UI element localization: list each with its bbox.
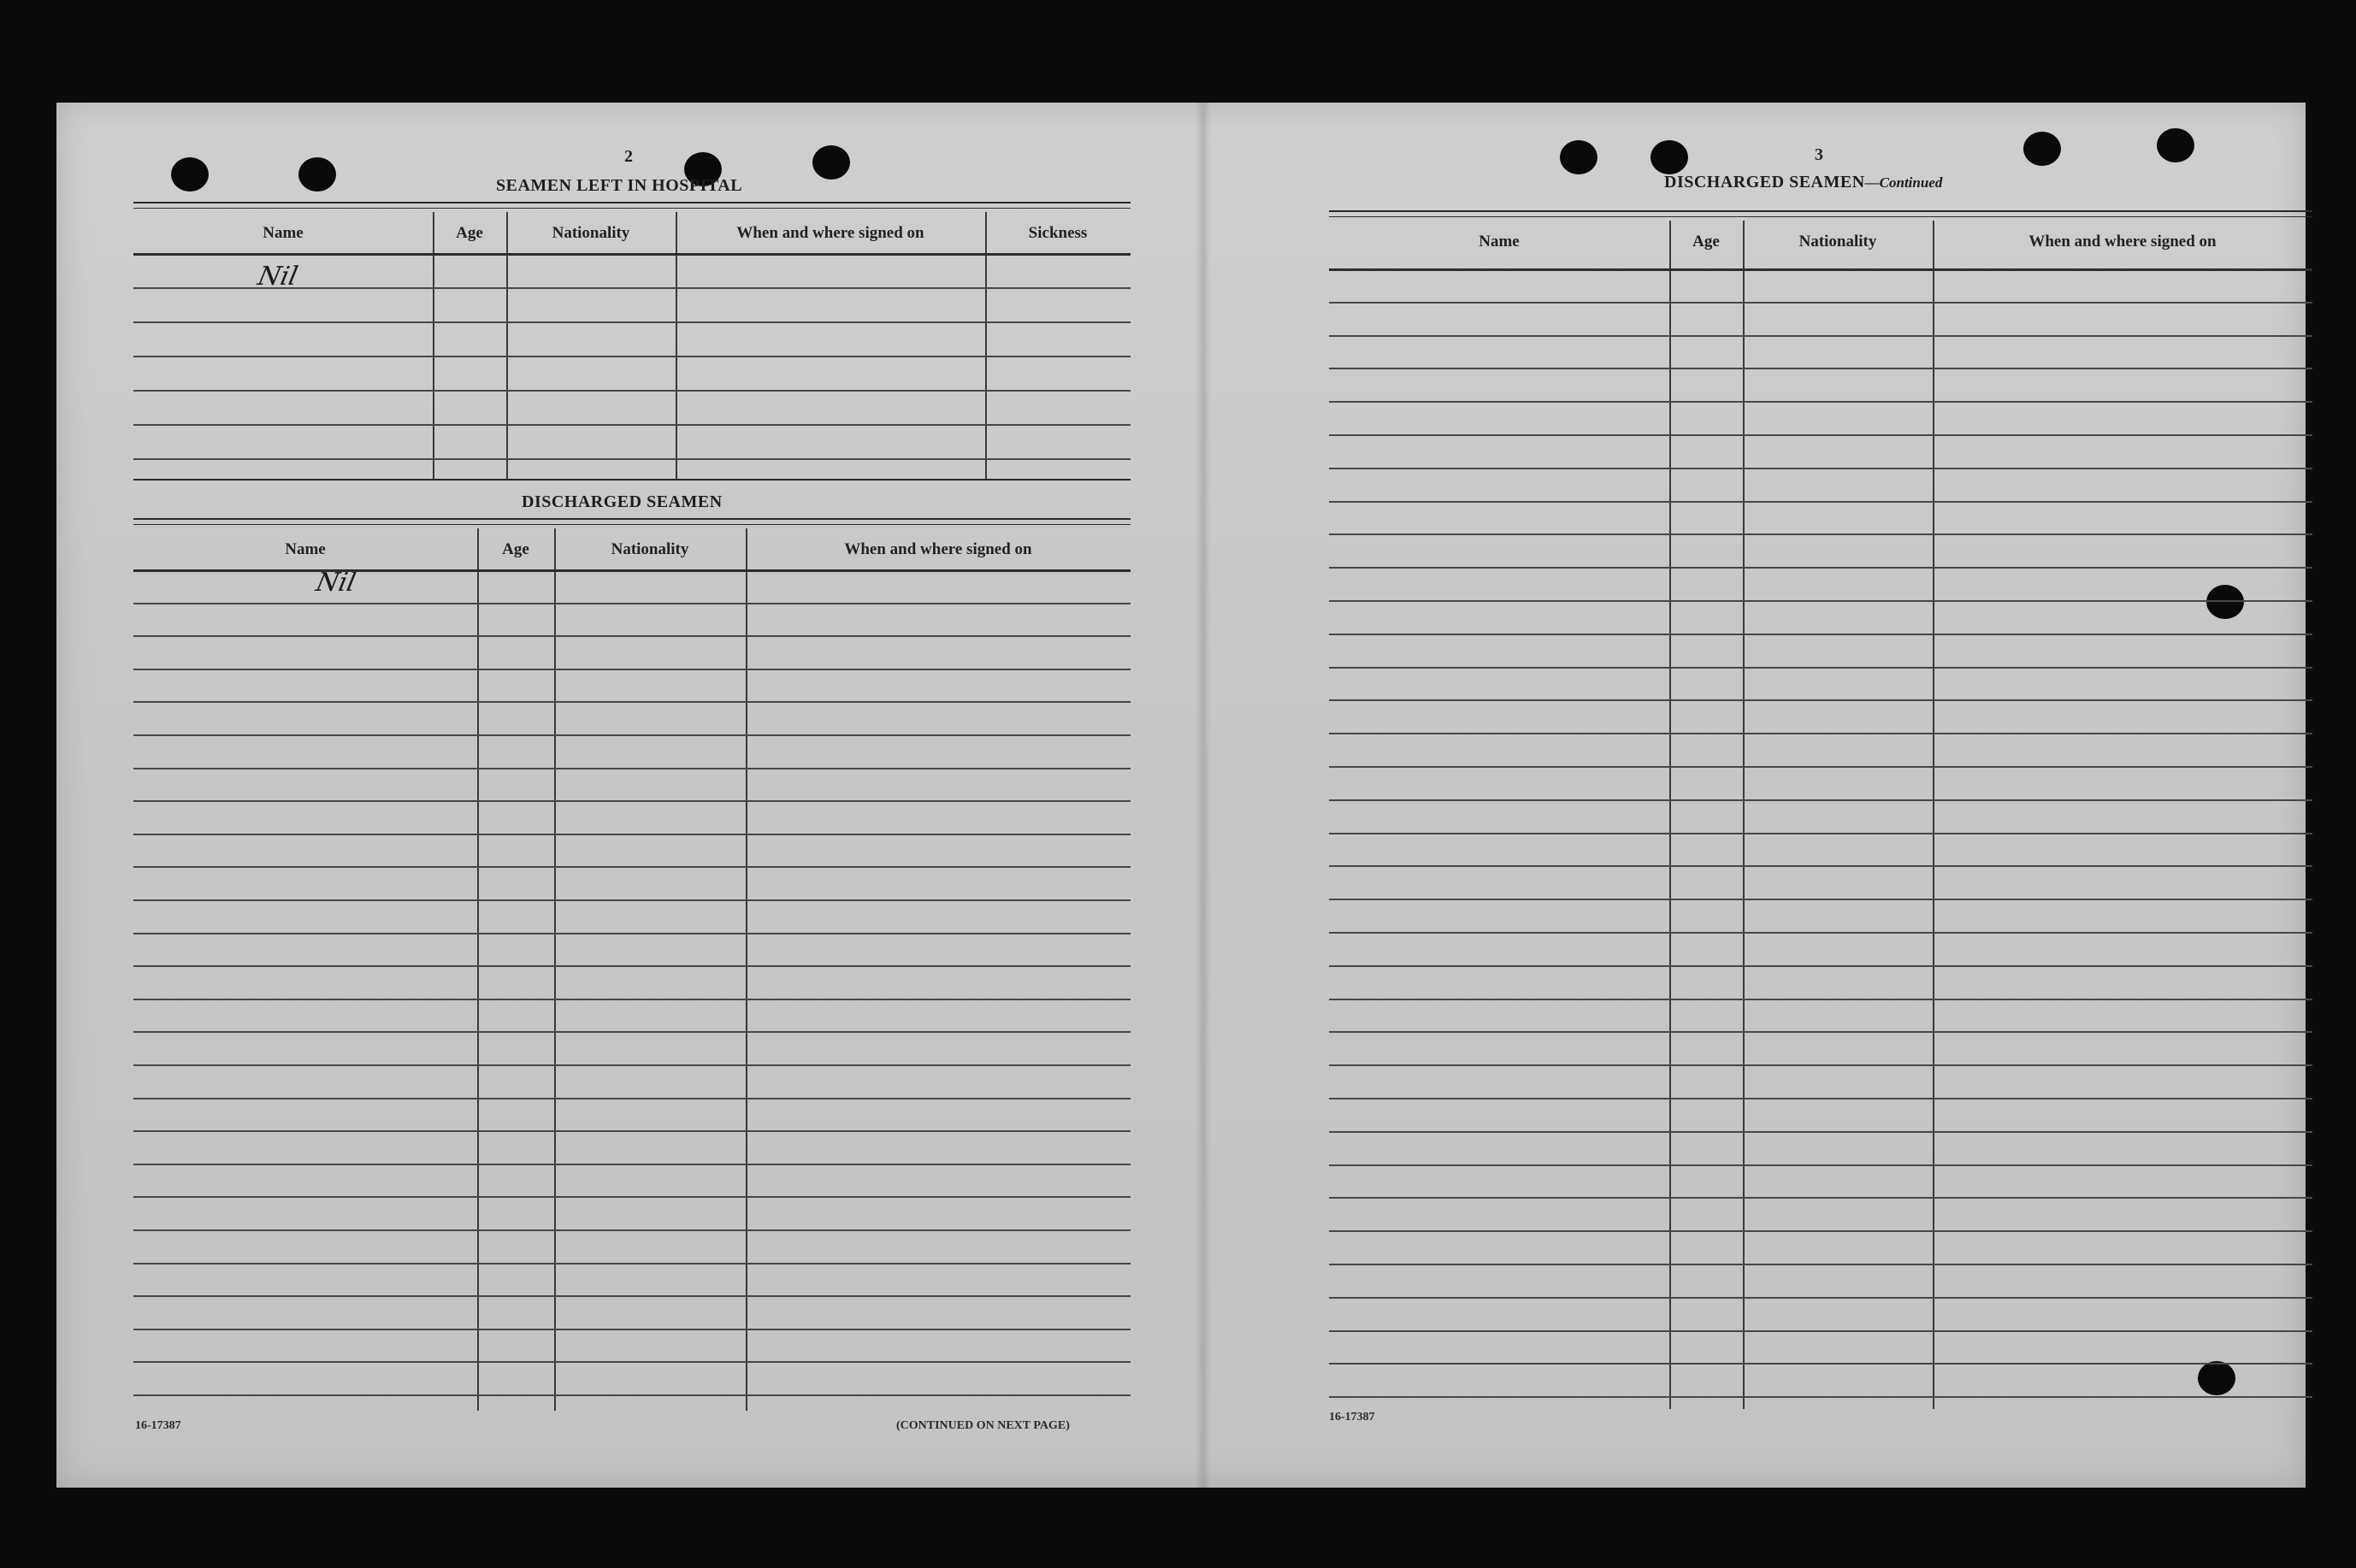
- punch-hole: [1650, 140, 1688, 174]
- column-header-signed-on: When and where signed on: [844, 540, 1032, 558]
- form-number: 16-17387: [135, 1419, 181, 1432]
- row-line: [133, 321, 1131, 323]
- row-line: [1329, 1264, 2312, 1265]
- row-line: [1329, 1197, 2312, 1199]
- column-divider: [985, 212, 987, 479]
- row-line: [1329, 1164, 2312, 1166]
- row-line: [133, 1130, 1131, 1132]
- title-double-rule: [1329, 210, 2312, 217]
- right-page: [1202, 103, 2306, 1488]
- column-header-age: Age: [456, 224, 483, 242]
- row-line: [133, 933, 1131, 934]
- row-line: [133, 1164, 1131, 1165]
- row-line: [1329, 833, 2312, 834]
- row-line: [1329, 1230, 2312, 1232]
- row-line: [1329, 501, 2312, 503]
- title-main: DISCHARGED SEAMEN: [1664, 173, 1865, 192]
- title-continued: —Continued: [1864, 174, 1943, 191]
- column-divider: [554, 528, 556, 1411]
- punch-hole: [2023, 132, 2061, 166]
- column-divider: [433, 212, 434, 479]
- punch-hole: [171, 157, 209, 192]
- row-line: [133, 1329, 1131, 1330]
- column-header-name: Name: [285, 540, 326, 558]
- row-line: [1329, 567, 2312, 569]
- row-line: [1329, 468, 2312, 469]
- row-line: [1329, 965, 2312, 967]
- column-divider: [506, 212, 508, 479]
- column-divider: [477, 528, 479, 1411]
- row-line: [133, 458, 1131, 460]
- row-line: [1329, 799, 2312, 801]
- form-number: 16-17387: [1329, 1411, 1375, 1424]
- page-number: 2: [624, 147, 633, 166]
- row-line: [1329, 1363, 2312, 1365]
- row-line: [133, 390, 1131, 392]
- row-line: [1329, 932, 2312, 934]
- punch-hole: [298, 157, 336, 192]
- row-line: [133, 1196, 1131, 1198]
- column-header-signed-on: When and where signed on: [2028, 233, 2217, 251]
- row-line: [133, 800, 1131, 802]
- row-line: [1329, 434, 2312, 436]
- column-header-age: Age: [502, 540, 529, 558]
- row-line: [133, 603, 1131, 604]
- row-line: [133, 1064, 1131, 1066]
- column-header-sickness: Sickness: [1028, 224, 1088, 242]
- row-line: [133, 1295, 1131, 1297]
- row-line: [1329, 733, 2312, 734]
- row-line: [1329, 667, 2312, 669]
- row-line: [133, 1229, 1131, 1231]
- punch-hole: [812, 145, 850, 180]
- hospital-ledger-table: [133, 212, 1131, 479]
- row-line: [1329, 302, 2312, 304]
- column-header-nationality: Nationality: [611, 540, 689, 558]
- row-line: [133, 569, 1131, 572]
- row-line: [133, 356, 1131, 357]
- form-sheet: [56, 103, 2306, 1488]
- row-line: [1329, 766, 2312, 768]
- row-line: [1329, 1098, 2312, 1099]
- row-line: [133, 1361, 1131, 1363]
- row-line: [1329, 865, 2312, 867]
- row-line: [133, 899, 1131, 901]
- row-line: [133, 1098, 1131, 1099]
- column-header-nationality: Nationality: [552, 224, 630, 242]
- row-line: [1329, 1330, 2312, 1332]
- row-line: [1329, 368, 2312, 369]
- row-line: [133, 768, 1131, 769]
- handwritten-nil: Nil: [255, 262, 301, 292]
- row-line: [1329, 899, 2312, 900]
- row-line: [1329, 335, 2312, 337]
- row-line: [133, 1263, 1131, 1264]
- hospital-section-title: SEAMEN LEFT IN HOSPITAL: [496, 176, 743, 195]
- section-rule: [133, 479, 1131, 482]
- row-line: [1329, 634, 2312, 635]
- discharged-continued-ledger-table: [1329, 221, 2312, 1409]
- row-line: [1329, 699, 2312, 701]
- continued-note: (CONTINUED ON NEXT PAGE): [896, 1419, 1070, 1432]
- row-line: [133, 999, 1131, 1000]
- row-line: [1329, 533, 2312, 535]
- row-line: [133, 965, 1131, 967]
- row-line: [133, 635, 1131, 637]
- row-line: [1329, 1031, 2312, 1033]
- row-line: [133, 424, 1131, 426]
- discharged-ledger-table: [133, 528, 1131, 1411]
- row-line: [1329, 1297, 2312, 1299]
- row-line: [133, 1031, 1131, 1033]
- discharged-section-title: DISCHARGED SEAMEN: [522, 492, 723, 511]
- column-header-age: Age: [1692, 233, 1720, 251]
- row-line: [133, 866, 1131, 868]
- handwritten-nil: Nil: [313, 568, 359, 598]
- title-double-rule: [133, 202, 1131, 209]
- column-divider: [676, 212, 677, 479]
- title-double-rule: [133, 518, 1131, 525]
- punch-hole: [1560, 140, 1597, 174]
- row-line: [1329, 1396, 2312, 1398]
- column-header-nationality: Nationality: [1798, 233, 1877, 251]
- column-header-signed-on: When and where signed on: [736, 224, 924, 242]
- page-number: 3: [1815, 145, 1823, 164]
- row-line: [133, 834, 1131, 835]
- row-line: [1329, 1131, 2312, 1133]
- column-header-name: Name: [263, 224, 304, 242]
- row-line: [1329, 401, 2312, 403]
- row-line: [133, 734, 1131, 736]
- punch-hole: [2157, 128, 2194, 162]
- row-line: [133, 253, 1131, 256]
- column-divider: [746, 528, 747, 1411]
- row-line: [133, 1394, 1131, 1396]
- row-line: [133, 669, 1131, 670]
- discharged-continued-title: [1664, 173, 1942, 192]
- row-line: [1329, 1064, 2312, 1066]
- row-line: [133, 701, 1131, 703]
- row-line: [1329, 268, 2312, 271]
- row-line: [1329, 999, 2312, 1000]
- row-line: [1329, 600, 2312, 602]
- column-header-name: Name: [1479, 233, 1520, 251]
- left-page: [56, 103, 1202, 1488]
